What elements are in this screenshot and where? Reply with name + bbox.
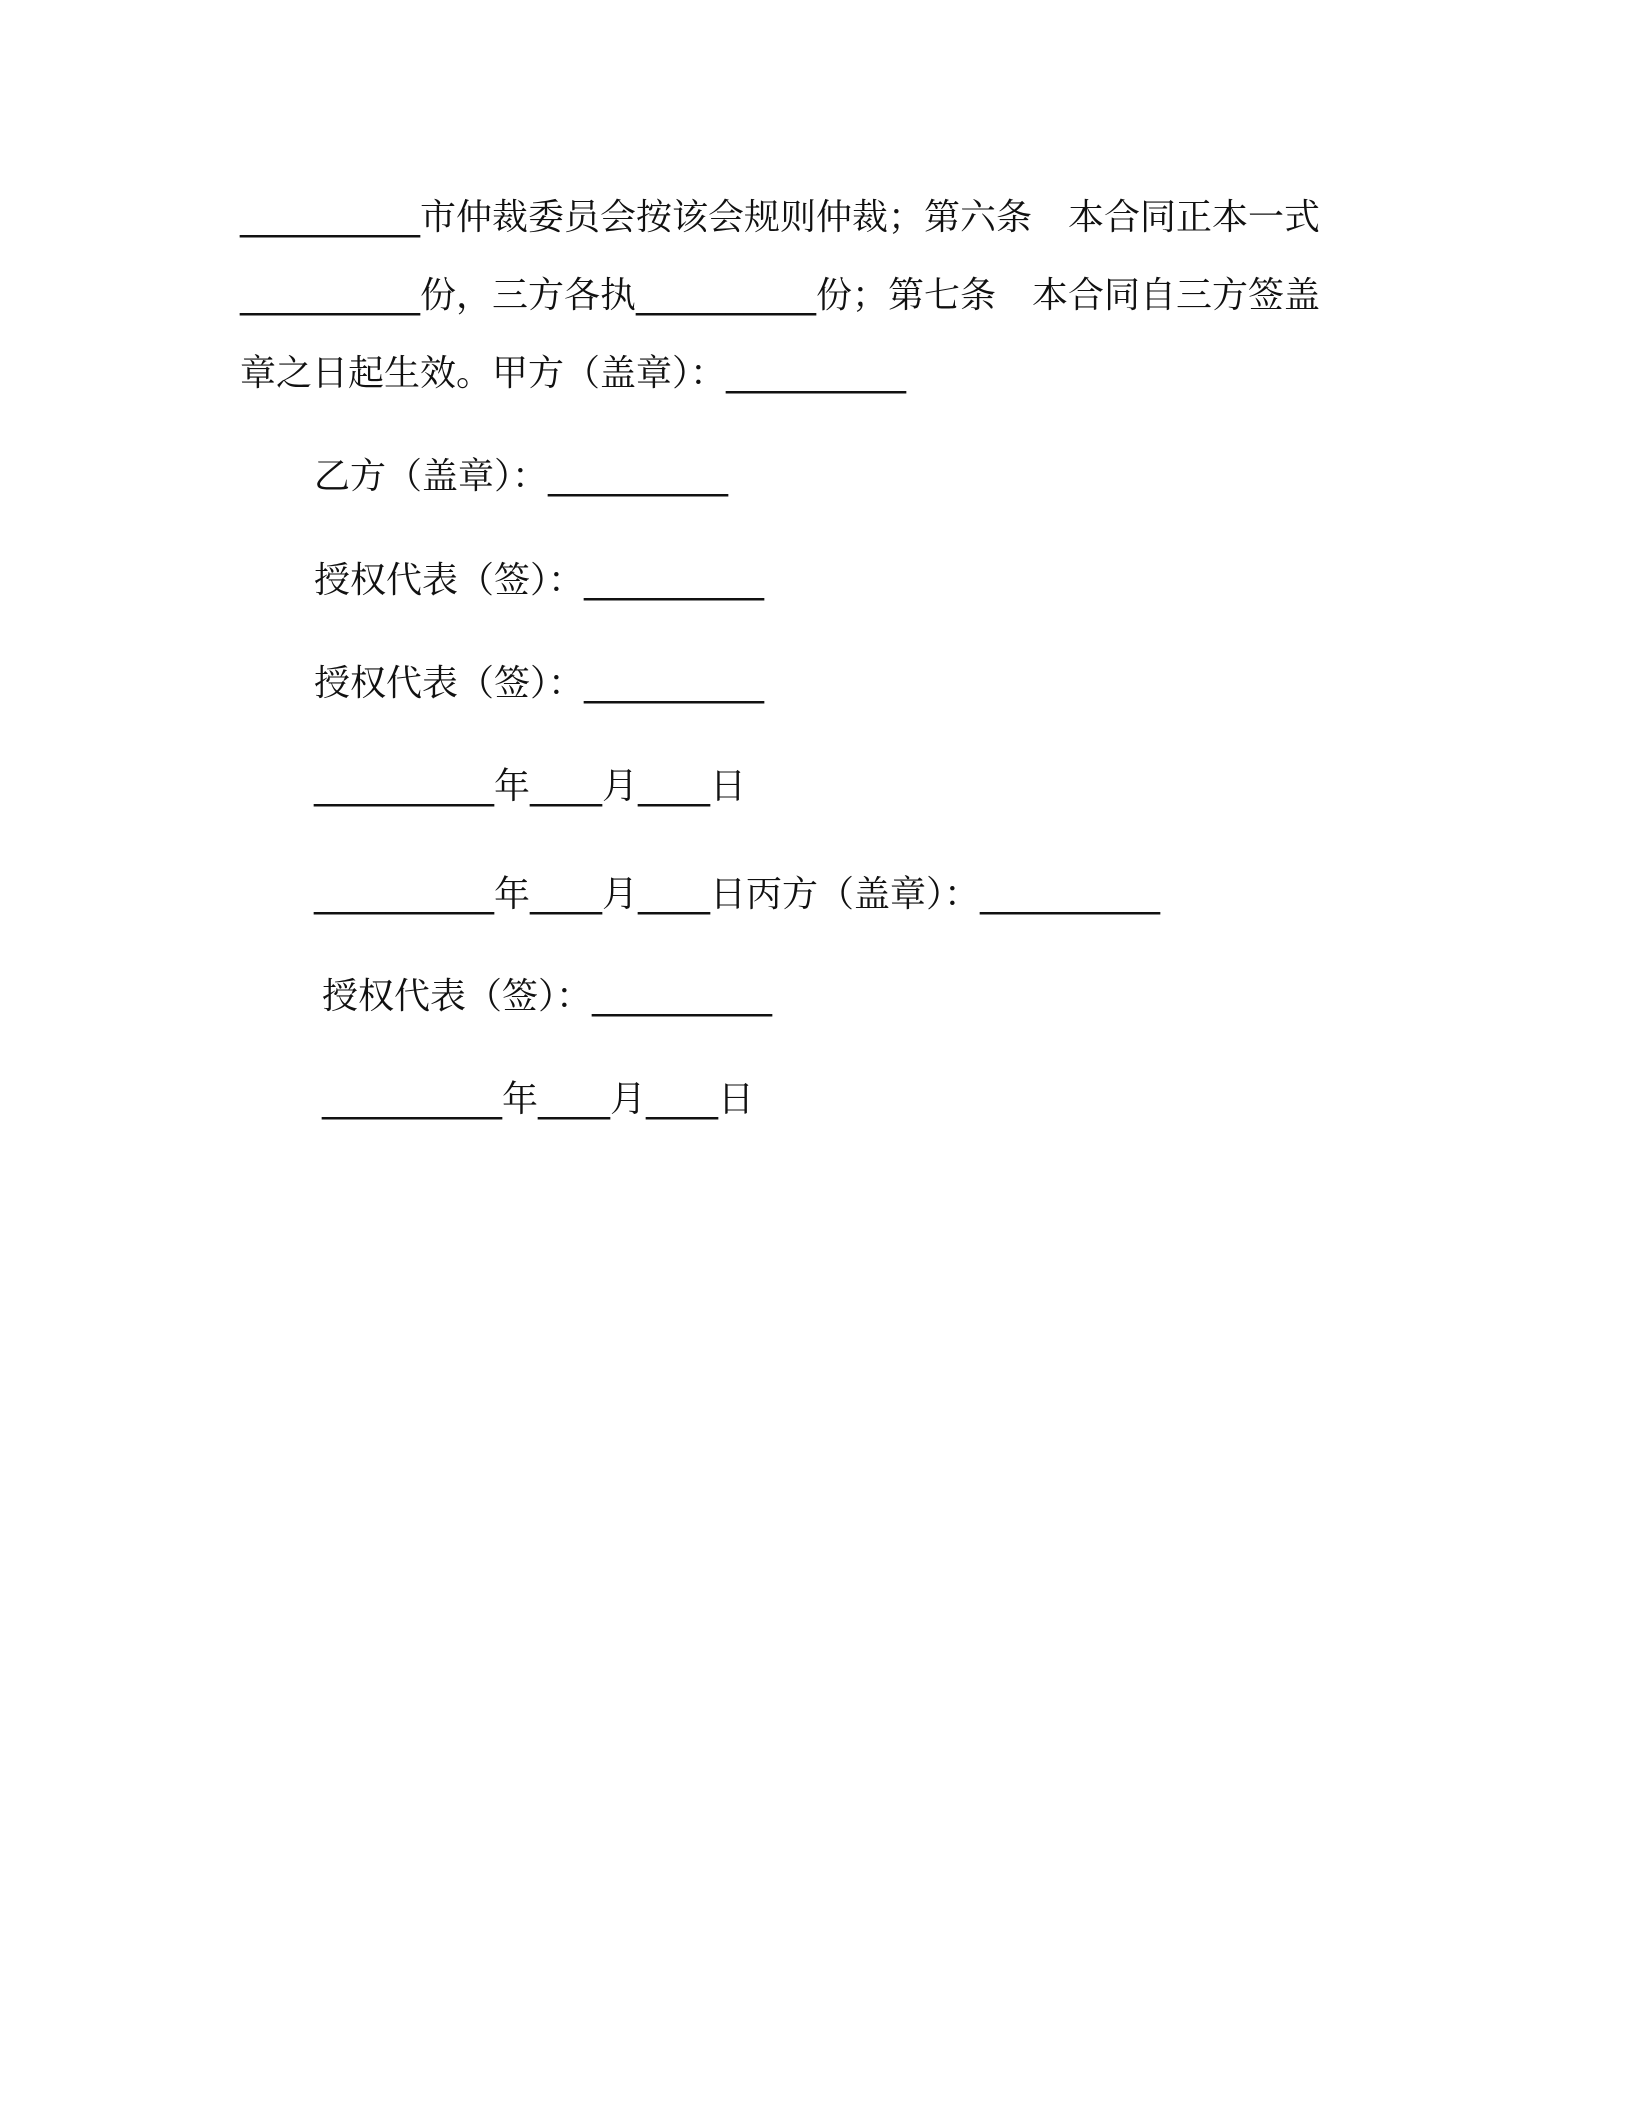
contract-text-line: __________份，三方各执__________份；第七条 本合同自三方签盖 [240,275,1321,316]
authorized-rep-signature-line: 授权代表（签）：__________ [322,976,773,1017]
authorized-rep-signature-line: 授权代表（签）：__________ [314,663,765,704]
date-line: __________年____月____日 [314,766,746,807]
date-and-party-c-seal-line: __________年____月____日丙方（盖章）：__________ [314,874,1161,915]
contract-text-line: __________市仲裁委员会按该会规则仲裁；第六条 本合同正本一式 [240,197,1321,238]
party-b-seal-line: 乙方（盖章）：__________ [314,456,729,497]
authorized-rep-signature-line: 授权代表（签）：__________ [314,560,765,601]
date-line: __________年____月____日 [322,1079,754,1120]
party-a-seal-line: 章之日起生效。甲方（盖章）：__________ [240,353,907,394]
